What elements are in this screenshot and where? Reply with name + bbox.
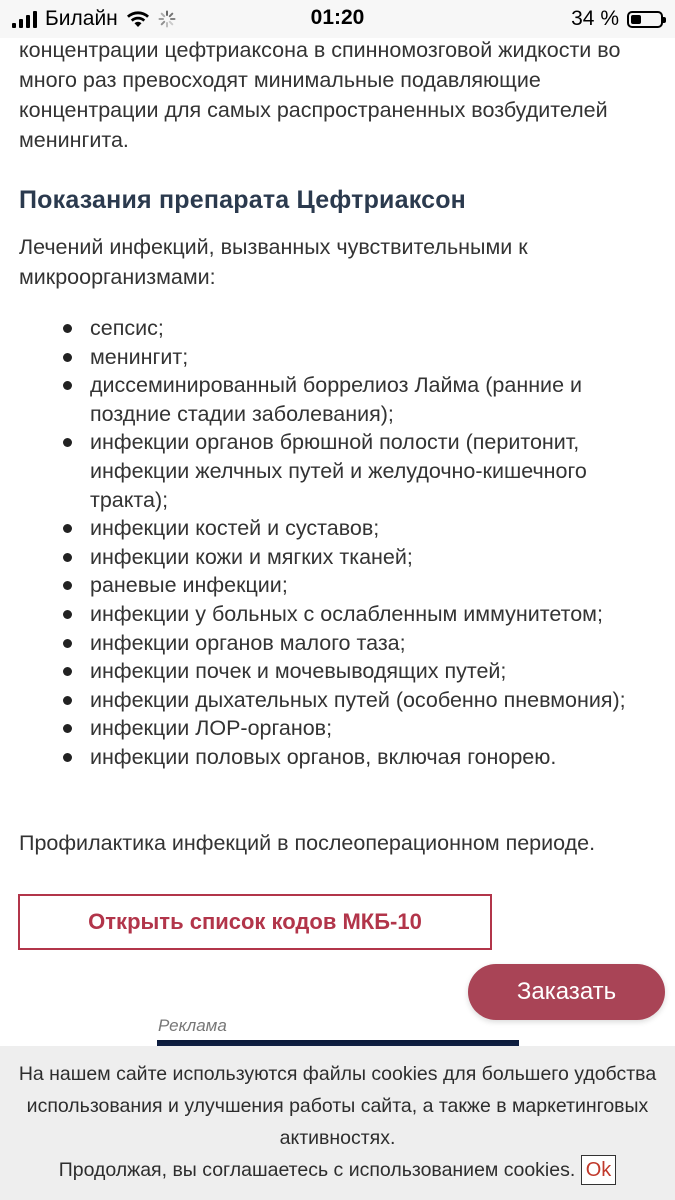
indications-list — [19, 314, 669, 772]
ad-label: Реклама — [158, 1016, 227, 1035]
list-item: инфекции органов брюшной полости (перитонит, инфекции желчных путей и желудочно-кишечного тракта); — [19, 428, 669, 514]
list-item: инфекции ЛОР-органов; — [19, 714, 669, 743]
bullet-icon — [63, 639, 72, 648]
intro-paragraph: концентрации цефтриаксона в спинномозговой жидкости во много раз превосходят минимальные подавляющие концентрации для самых распространенных возбудителей менингита. — [19, 38, 621, 152]
prophylaxis-paragraph: Профилактика инфекций в послеоперационном периоде. — [19, 831, 596, 855]
section-heading: Показания препарата Цефтриаксон — [19, 186, 466, 214]
bullet-icon — [63, 524, 72, 533]
list-item: инфекции почек и мочевыводящих путей; — [19, 657, 669, 686]
bullet-icon — [63, 724, 72, 733]
list-item: сепсис; — [19, 314, 669, 343]
bullet-icon — [63, 581, 72, 590]
bullet-icon — [63, 667, 72, 676]
status-bar-right — [571, 7, 663, 31]
battery-percent: 34 % — [571, 7, 619, 30]
carrier-name: Билайн — [45, 7, 118, 30]
cookie-banner — [0, 1046, 675, 1200]
list-item: инфекции органов малого таза; — [19, 629, 669, 658]
battery-icon — [627, 11, 663, 28]
list-item: инфекции кожи и мягких тканей; — [19, 543, 669, 572]
list-item: инфекции у больных с ослабленным иммунитетом; — [19, 600, 669, 629]
bullet-icon — [63, 324, 72, 333]
bullet-icon — [63, 553, 72, 562]
cookie-consent-text: Продолжая, вы соглашаетесь с использованием cookies. — [58, 1159, 576, 1181]
indications-intro: Лечений инфекций, вызванных чувствительными к микроорганизмами: — [19, 235, 528, 289]
cookie-message: На нашем сайте используются файлы cookies для большего удобства использования и улучшения работы сайта, а также в маркетинговых активностях. — [18, 1063, 657, 1149]
list-item: раневые инфекции; — [19, 571, 669, 600]
status-time: 01:20 — [310, 6, 365, 29]
list-item: инфекции половых органов, включая гонорею. — [19, 743, 669, 772]
list-item: менингит; — [19, 343, 669, 372]
open-icd10-codes-button[interactable]: Открыть список кодов МКБ-10 — [18, 894, 492, 950]
bullet-icon — [63, 610, 72, 619]
list-item: диссеминированный боррелиоз Лайма (ранние и поздние стадии заболевания); — [19, 371, 669, 428]
status-bar — [0, 0, 675, 38]
list-item: инфекции костей и суставов; — [19, 514, 669, 543]
bullet-icon — [63, 353, 72, 362]
bullet-icon — [63, 696, 72, 705]
bullet-icon — [63, 438, 72, 447]
bullet-icon — [63, 753, 72, 762]
bullet-icon — [63, 381, 72, 390]
order-button[interactable]: Заказать — [468, 964, 665, 1020]
list-item: инфекции дыхательных путей (особенно пневмония); — [19, 686, 669, 715]
cookie-ok-button[interactable]: Ok — [581, 1155, 617, 1185]
